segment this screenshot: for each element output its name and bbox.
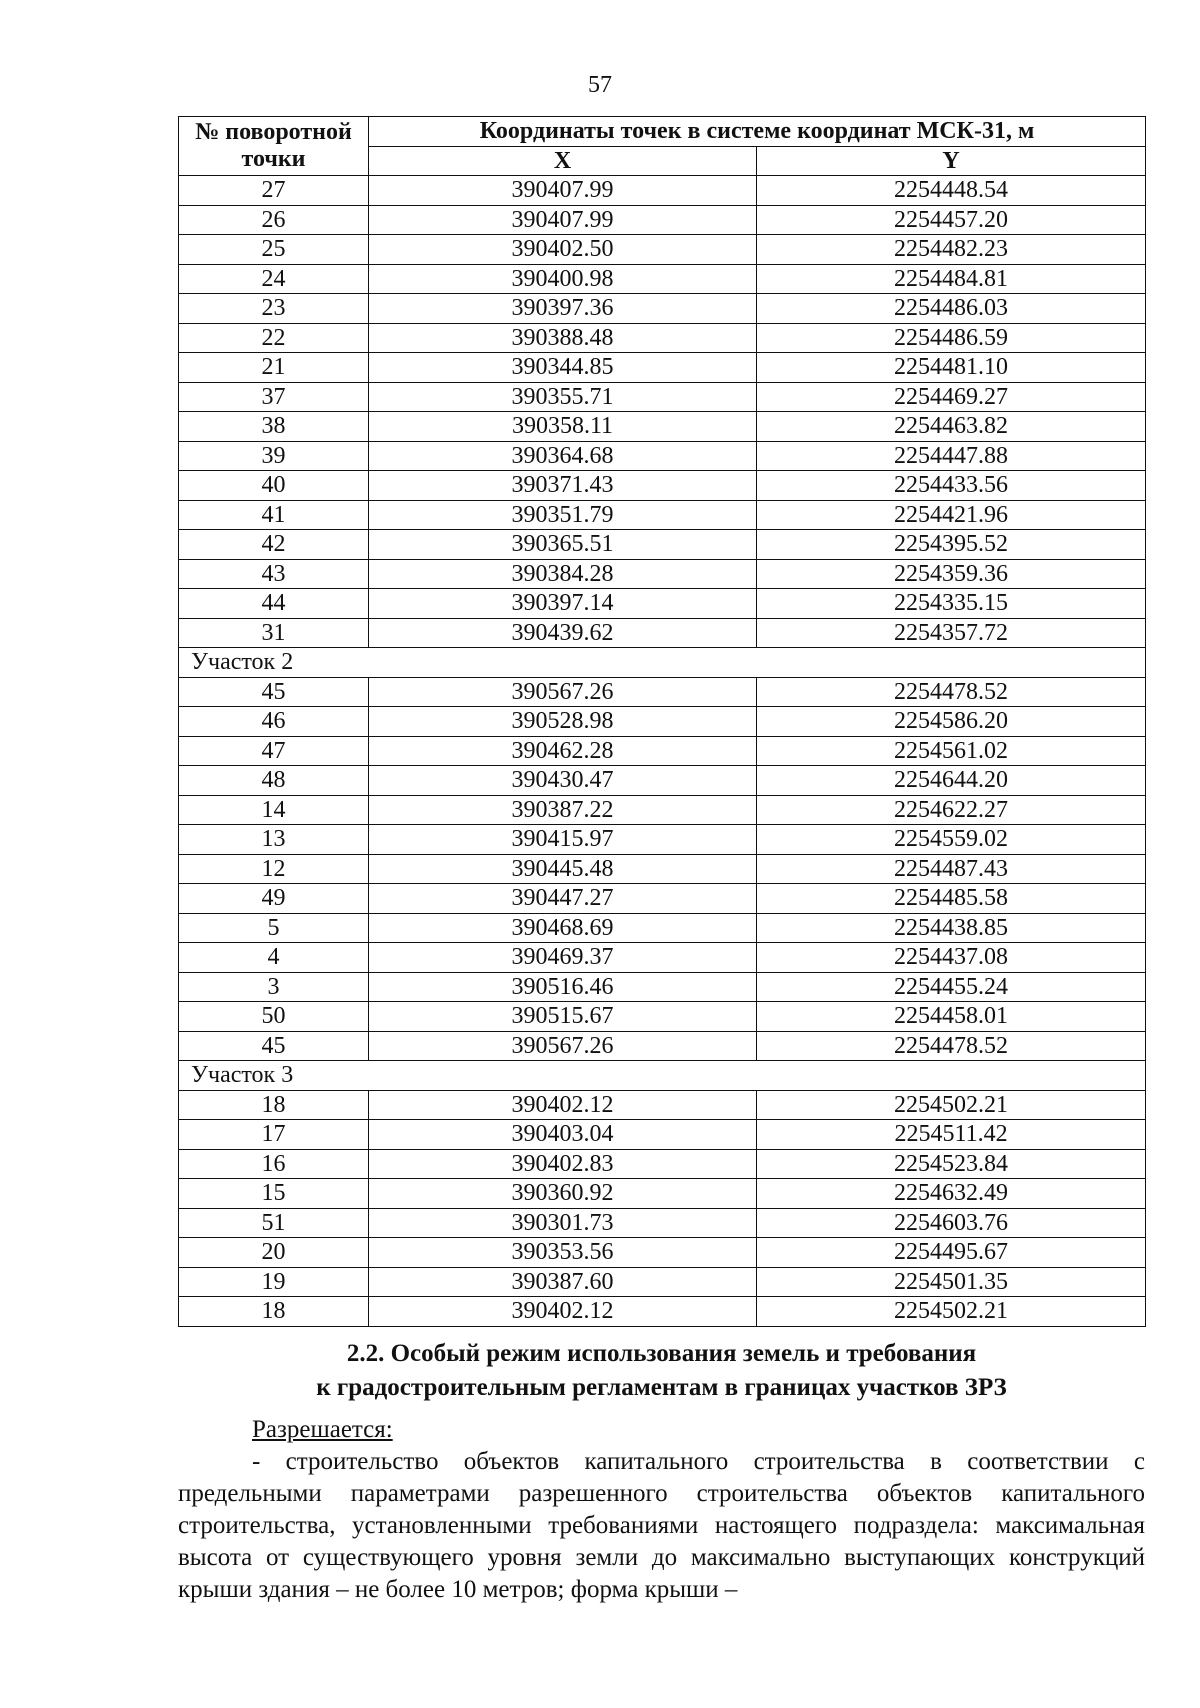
x-coordinate-cell: 390407.99 (369, 176, 757, 206)
y-coordinate-cell: 2254457.20 (757, 205, 1146, 235)
x-coordinate-cell: 390355.71 (369, 382, 757, 412)
x-coordinate-cell: 390371.43 (369, 471, 757, 501)
x-coordinate-cell: 390430.47 (369, 766, 757, 796)
point-number-cell: 23 (179, 294, 369, 324)
table-row (179, 294, 1146, 324)
y-coordinate-cell: 2254632.49 (757, 1179, 1146, 1209)
point-number-cell: 20 (179, 1238, 369, 1268)
x-coordinate-cell: 390387.22 (369, 795, 757, 825)
table-row (179, 913, 1146, 943)
table-row (179, 1002, 1146, 1032)
x-coordinate-cell: 390528.98 (369, 707, 757, 737)
table-row (179, 176, 1146, 206)
point-number-cell: 4 (179, 943, 369, 973)
table-row (179, 530, 1146, 560)
table-row (179, 943, 1146, 973)
x-coordinate-cell: 390344.85 (369, 353, 757, 383)
table-row (179, 412, 1146, 442)
table-row (179, 1090, 1146, 1120)
point-number-cell: 45 (179, 1031, 369, 1061)
x-coordinate-cell: 390397.14 (369, 589, 757, 619)
point-number-cell: 3 (179, 972, 369, 1002)
section-row (179, 648, 1146, 678)
y-coordinate-cell: 2254523.84 (757, 1149, 1146, 1179)
point-number-cell: 27 (179, 176, 369, 206)
body-paragraph: - строительство объектов капитального строительства в соответствии с предельными параметрами разрешенного строительства объектов капитального строительства, установленными требованиями настоящего подраздела: максимальная высота от существующего уровня земли до максимально выступающих конструкций крыши здания – не более 10 метров; форма крыши – (178, 1448, 1145, 1603)
y-coordinate-cell: 2254559.02 (757, 825, 1146, 855)
table-row (179, 205, 1146, 235)
y-coordinate-cell: 2254486.59 (757, 323, 1146, 353)
point-number-cell: 39 (179, 441, 369, 471)
y-coordinate-cell: 2254458.01 (757, 1002, 1146, 1032)
x-coordinate-cell: 390469.37 (369, 943, 757, 973)
table-row (179, 471, 1146, 501)
y-coordinate-cell: 2254438.85 (757, 913, 1146, 943)
table-row (179, 736, 1146, 766)
x-coordinate-cell: 390407.99 (369, 205, 757, 235)
point-number-cell: 24 (179, 264, 369, 294)
x-coordinate-cell: 390402.83 (369, 1149, 757, 1179)
x-coordinate-cell: 390365.51 (369, 530, 757, 560)
point-number-cell: 47 (179, 736, 369, 766)
y-coordinate-cell: 2254485.58 (757, 884, 1146, 914)
point-number-cell: 18 (179, 1297, 369, 1327)
x-coordinate-cell: 390351.79 (369, 500, 757, 530)
y-coordinate-cell: 2254603.76 (757, 1208, 1146, 1238)
table-row (179, 323, 1146, 353)
y-coordinate-cell: 2254478.52 (757, 1031, 1146, 1061)
table-row (179, 382, 1146, 412)
x-coordinate-cell: 390301.73 (369, 1208, 757, 1238)
point-number-cell: 43 (179, 559, 369, 589)
y-coordinate-cell: 2254495.67 (757, 1238, 1146, 1268)
y-coordinate-cell: 2254463.82 (757, 412, 1146, 442)
x-coordinate-cell: 390402.12 (369, 1090, 757, 1120)
table-row (179, 1238, 1146, 1268)
y-coordinate-cell: 2254448.54 (757, 176, 1146, 206)
x-coordinate-cell: 390402.50 (369, 235, 757, 265)
table-row (179, 264, 1146, 294)
page-number: 57 (588, 72, 612, 98)
x-coordinate-cell: 390567.26 (369, 677, 757, 707)
header-coordinates: Координаты точек в системе координат МСК-31, м (369, 117, 1146, 147)
point-number-cell: 12 (179, 854, 369, 884)
y-coordinate-cell: 2254586.20 (757, 707, 1146, 737)
point-number-cell: 40 (179, 471, 369, 501)
x-coordinate-cell: 390403.04 (369, 1120, 757, 1150)
x-coordinate-cell: 390388.48 (369, 323, 757, 353)
coordinates-table (178, 116, 1146, 1327)
table-row (179, 589, 1146, 619)
x-coordinate-cell: 390400.98 (369, 264, 757, 294)
y-coordinate-cell: 2254487.43 (757, 854, 1146, 884)
x-coordinate-cell: 390384.28 (369, 559, 757, 589)
header-point-number: № поворотной точки (179, 117, 369, 176)
table-row (179, 353, 1146, 383)
table-row (179, 500, 1146, 530)
table-row (179, 854, 1146, 884)
y-coordinate-cell: 2254335.15 (757, 589, 1146, 619)
table-row (179, 884, 1146, 914)
y-coordinate-cell: 2254644.20 (757, 766, 1146, 796)
point-number-cell: 44 (179, 589, 369, 619)
body-text (178, 1414, 1145, 1606)
point-number-cell: 48 (179, 766, 369, 796)
point-number-cell: 51 (179, 1208, 369, 1238)
section-label: Участок 2 (179, 648, 1146, 678)
y-coordinate-cell: 2254447.88 (757, 441, 1146, 471)
table-header (179, 117, 1146, 176)
table-row (179, 972, 1146, 1002)
point-number-cell: 25 (179, 235, 369, 265)
point-number-cell: 5 (179, 913, 369, 943)
table-row (179, 1149, 1146, 1179)
point-number-cell: 49 (179, 884, 369, 914)
table-row (179, 795, 1146, 825)
point-number-cell: 38 (179, 412, 369, 442)
y-coordinate-cell: 2254502.21 (757, 1297, 1146, 1327)
y-coordinate-cell: 2254357.72 (757, 618, 1146, 648)
point-number-cell: 15 (179, 1179, 369, 1209)
x-coordinate-cell: 390360.92 (369, 1179, 757, 1209)
point-number-cell: 22 (179, 323, 369, 353)
section-row (179, 1061, 1146, 1091)
table-row (179, 441, 1146, 471)
point-number-cell: 16 (179, 1149, 369, 1179)
x-coordinate-cell: 390468.69 (369, 913, 757, 943)
y-coordinate-cell: 2254482.23 (757, 235, 1146, 265)
table-row (179, 235, 1146, 265)
table-row (179, 1120, 1146, 1150)
y-coordinate-cell: 2254433.56 (757, 471, 1146, 501)
table-body (179, 176, 1146, 1327)
point-number-cell: 18 (179, 1090, 369, 1120)
table-row (179, 1179, 1146, 1209)
x-coordinate-cell: 390415.97 (369, 825, 757, 855)
y-coordinate-cell: 2254486.03 (757, 294, 1146, 324)
x-coordinate-cell: 390567.26 (369, 1031, 757, 1061)
point-number-cell: 31 (179, 618, 369, 648)
x-coordinate-cell: 390402.12 (369, 1297, 757, 1327)
point-number-cell: 26 (179, 205, 369, 235)
x-coordinate-cell: 390387.60 (369, 1267, 757, 1297)
point-number-cell: 19 (179, 1267, 369, 1297)
x-coordinate-cell: 390515.67 (369, 1002, 757, 1032)
header-y: Y (757, 146, 1146, 176)
point-number-cell: 45 (179, 677, 369, 707)
x-coordinate-cell: 390358.11 (369, 412, 757, 442)
table-row (179, 825, 1146, 855)
point-number-cell: 14 (179, 795, 369, 825)
table-row (179, 1031, 1146, 1061)
y-coordinate-cell: 2254481.10 (757, 353, 1146, 383)
y-coordinate-cell: 2254502.21 (757, 1090, 1146, 1120)
y-coordinate-cell: 2254395.52 (757, 530, 1146, 560)
point-number-cell: 41 (179, 500, 369, 530)
x-coordinate-cell: 390447.27 (369, 884, 757, 914)
point-number-cell: 37 (179, 382, 369, 412)
y-coordinate-cell: 2254478.52 (757, 677, 1146, 707)
table-row (179, 707, 1146, 737)
y-coordinate-cell: 2254469.27 (757, 382, 1146, 412)
y-coordinate-cell: 2254437.08 (757, 943, 1146, 973)
point-number-cell: 13 (179, 825, 369, 855)
y-coordinate-cell: 2254511.42 (757, 1120, 1146, 1150)
table-row (179, 1297, 1146, 1327)
allowed-label: Разрешается: (252, 1416, 393, 1443)
section-heading-line1: 2.2. Особый режим использования земель и требования (346, 1340, 977, 1367)
y-coordinate-cell: 2254501.35 (757, 1267, 1146, 1297)
y-coordinate-cell: 2254561.02 (757, 736, 1146, 766)
point-number-cell: 50 (179, 1002, 369, 1032)
x-coordinate-cell: 390353.56 (369, 1238, 757, 1268)
x-coordinate-cell: 390364.68 (369, 441, 757, 471)
point-number-cell: 46 (179, 707, 369, 737)
section-heading (178, 1337, 1145, 1405)
table-row (179, 766, 1146, 796)
x-coordinate-cell: 390397.36 (369, 294, 757, 324)
point-number-cell: 21 (179, 353, 369, 383)
header-x: X (369, 146, 757, 176)
y-coordinate-cell: 2254359.36 (757, 559, 1146, 589)
x-coordinate-cell: 390516.46 (369, 972, 757, 1002)
section-heading-line2: к градостроительным регламентам в границах участков ЗРЗ (316, 1374, 1007, 1401)
table-row (179, 677, 1146, 707)
x-coordinate-cell: 390462.28 (369, 736, 757, 766)
y-coordinate-cell: 2254484.81 (757, 264, 1146, 294)
y-coordinate-cell: 2254421.96 (757, 500, 1146, 530)
table-row (179, 1267, 1146, 1297)
y-coordinate-cell: 2254622.27 (757, 795, 1146, 825)
x-coordinate-cell: 390445.48 (369, 854, 757, 884)
point-number-cell: 17 (179, 1120, 369, 1150)
x-coordinate-cell: 390439.62 (369, 618, 757, 648)
section-label: Участок 3 (179, 1061, 1146, 1091)
table-row (179, 559, 1146, 589)
point-number-cell: 42 (179, 530, 369, 560)
table-row (179, 618, 1146, 648)
table-row (179, 1208, 1146, 1238)
y-coordinate-cell: 2254455.24 (757, 972, 1146, 1002)
